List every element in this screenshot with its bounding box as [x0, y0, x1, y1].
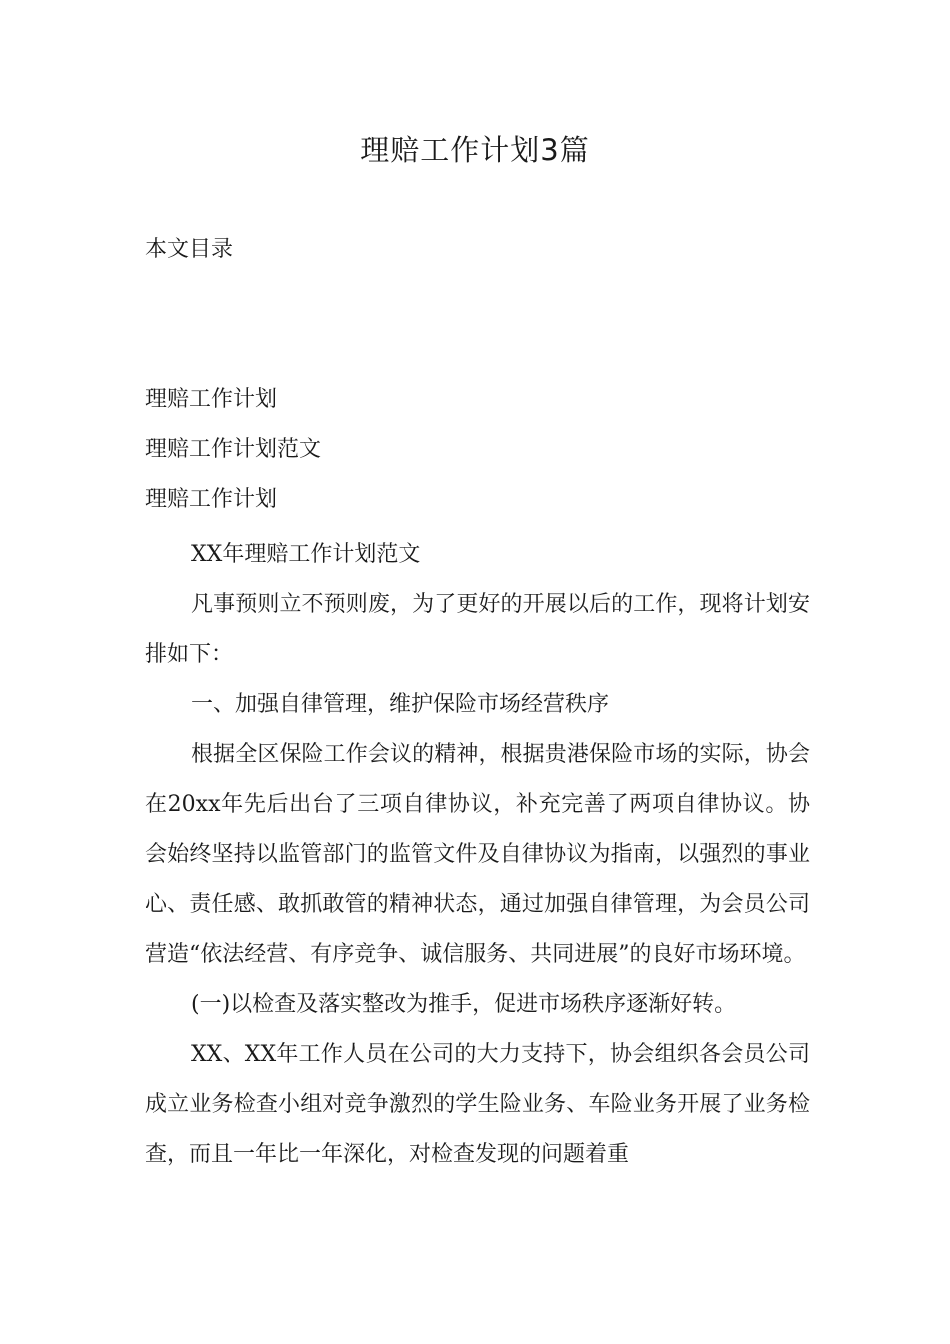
- document-title: 理赔工作计划3篇: [360, 133, 590, 167]
- subsection-heading: (一)以检查及落实整改为推手，促进市场秩序逐渐好转。: [191, 992, 737, 1017]
- toc-heading: 本文目录: [145, 237, 234, 262]
- table-of-contents: [145, 382, 321, 532]
- body-paragraph: XX、XX年工作人员在公司的大力支持下，协会组织各会员公司成立业务检查小组对竞争激烈的学生险业务、车险业务开展了业务检查，而且一年比一年深化，对检查发现的问题着重: [145, 1042, 810, 1167]
- section-heading: XX年理赔工作计划范文: [191, 542, 421, 567]
- section-heading: 一、加强自律管理，维护保险市场经营秩序: [191, 692, 610, 717]
- body-paragraph: 根据全区保险工作会议的精神，根据贵港保险市场的实际，协会在20xx年先后出台了三项自律协议，补充完善了两项自律协议。协会始终坚持以监管部门的监管文件及自律协议为指南，以强烈的事业心、责任感、敢抓敢管的精神状态，通过加强自律管理，为会员公司营造“依法经营、有序竞争、诚信服务、共同进展”的良好市场环境。: [145, 742, 810, 967]
- document-body: [145, 530, 810, 1180]
- toc-item[interactable]: 理赔工作计划: [145, 487, 278, 512]
- toc-item[interactable]: 理赔工作计划范文: [145, 437, 322, 462]
- body-paragraph: 凡事预则立不预则废，为了更好的开展以后的工作，现将计划安排如下：: [145, 592, 810, 667]
- toc-item[interactable]: 理赔工作计划: [145, 387, 278, 412]
